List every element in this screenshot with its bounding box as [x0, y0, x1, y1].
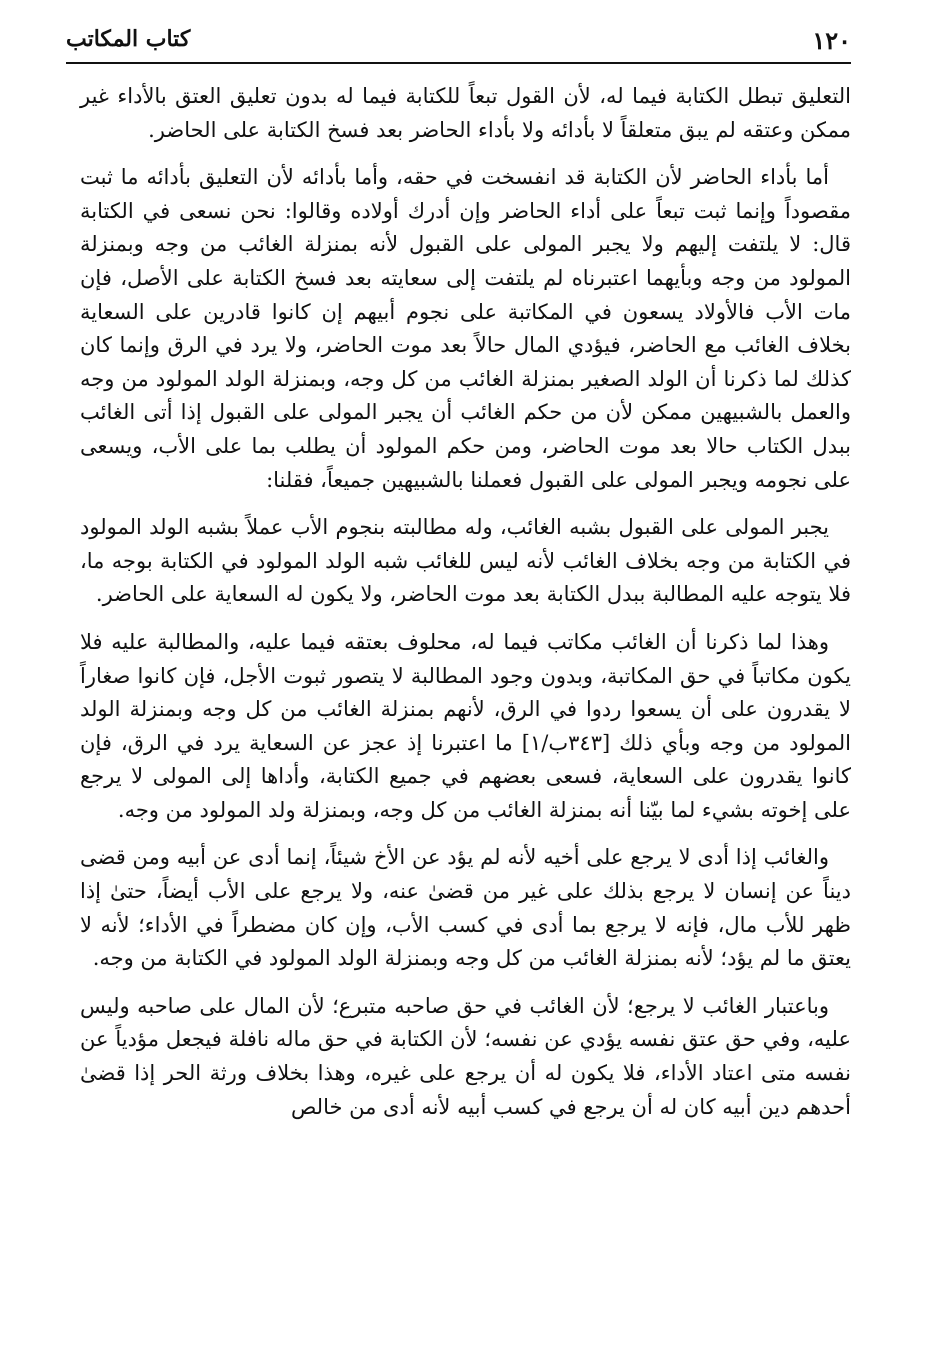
paragraph-1: التعليق تبطل الكتابة فيما له، لأن القول تبعاً للكتابة فيما له بدون تعليق العتق بالأداء غير ممكن وعتقه لم يبق متعلقاً لا بأدائه ولا بأداء الحاضر بعد فسخ الكتابة على الحاضر. [80, 84, 851, 142]
paragraph-3: يجبر المولى على القبول بشبه الغائب، وله مطالبته بنجوم الأب عملاً بشبه الولد المولود في الكتابة من وجه بخلاف الغائب لأنه ليس للغائب شبه الولد المولود في الكتابة بوجه ما، فلا يتوجه عليه المطالبة ببدل الكتابة بعد موت الحاضر، ولا يكون له السعاية على الحاضر. [80, 515, 851, 607]
paragraph-2: أما بأداء الحاضر لأن الكتابة قد انفسخت في حقه، وأما بأدائه لأن التعليق بأدائه ما ثبت مقصوداً وإنما ثبت تبعاً على أداء الحاضر وإن أدرك أولاده وقالوا: نحن نسعى في الكتابة قال: لا يلتفت إليهم ولا يجبر المولى على القبول لأنه بمنزلة الغائب من وجه وبمنزلة المولود من وجه وبأيهما اعتبرناه لم يلتفت إلى سعايته بعد فسخ الكتابة على الأصل، فإن مات الأب فالأولاد يسعون في المكاتبة على نجوم أبيهم إن كانوا قادرين على السعاية بخلاف الغائب مع الحاضر، فيؤدي المال حالاً بعد موت الحاضر، ولا يرد في الرق وإنما كان كذلك لما ذكرنا أن الولد الصغير بمنزلة الغائب من كل وجه، وبمنزلة الولد المولود من وجه والعمل بالشبيهين ممكن لأن من حكم الغائب أن يجبر المولى على القبول إذا أتى الغائب ببدل الكتاب حالا بعد موت الحاضر، ومن حكم المولود أن يطلب بما على الأب، ويسعى على نجومه ويجبر المولى على القبول فعملنا بالشبيهين جميعاً، فقلنا: [80, 165, 851, 492]
paragraph-6: وباعتبار الغائب لا يرجع؛ لأن الغائب في حق صاحبه متبرع؛ لأن المال على صاحبه وليس عليه، وفي حق عتق نفسه يؤدي عن نفسه؛ لأن الكتابة في حق ماله نافلة فيجعل مؤدياً عن نفسه متى اعتاد الأداء، فلا يكون له أن يرجع على غيره، وهذا بخلاف ورثة الحر إذا قضىٰ أحدهم دين أبيه كان له أن يرجع في كسب أبيه لأنه أدى من خالص [80, 993, 851, 1119]
paragraph-4: وهذا لما ذكرنا أن الغائب مكاتب فيما له، محلوف بعتقه فيما عليه، والمطالبة عليه فلا يكون مكاتباً في حق المكاتبة، وبدون وجود المطالبة لا يتصور ثبوت الأجل، فإن كانوا صغاراً لا يقدرون على أن يسعوا ردوا في الرق، لأنهم بمنزلة الغائب من كل وجه وبمنزلة الولد المولود من وجه وبأي ذلك [٣٤٣ب/١] ما اعتبرنا إذ عجز عن السعاية يرد في الرق، فإن كانوا يقدرون على السعاية، فسعى بعضهم في جميع الكتابة، وأداها إلى المولى لا يرجع على إخوته بشيء لما بيّنا أنه بمنزلة الغائب من كل وجه، وبمنزلة ولد المولود من وجه. [80, 629, 851, 822]
page-number: ١٢٠ [812, 26, 851, 55]
paragraph-5: والغائب إذا أدى لا يرجع على أخيه لأنه لم يؤد عن الأخ شيئاً، إنما أدى عن أبيه ومن قضى ديناً عن إنسان لا يرجع بذلك على غير من قضىٰ عنه، ولا يرجع على الأب أيضاً، حتىٰ إذا ظهر للأب مال، فإنه لا يرجع بما أدى في كسب الأب، وإن كان مضطراً في الأداء؛ لأنه لا يعتق ما لم يؤد؛ لأنه بمنزلة الغائب من كل وجه وبمنزلة الولد المولود في الكتابة من وجه. [80, 845, 851, 971]
running-title: كتاب المكاتب [66, 26, 191, 52]
page-header [66, 22, 851, 64]
body-text [80, 80, 851, 1138]
